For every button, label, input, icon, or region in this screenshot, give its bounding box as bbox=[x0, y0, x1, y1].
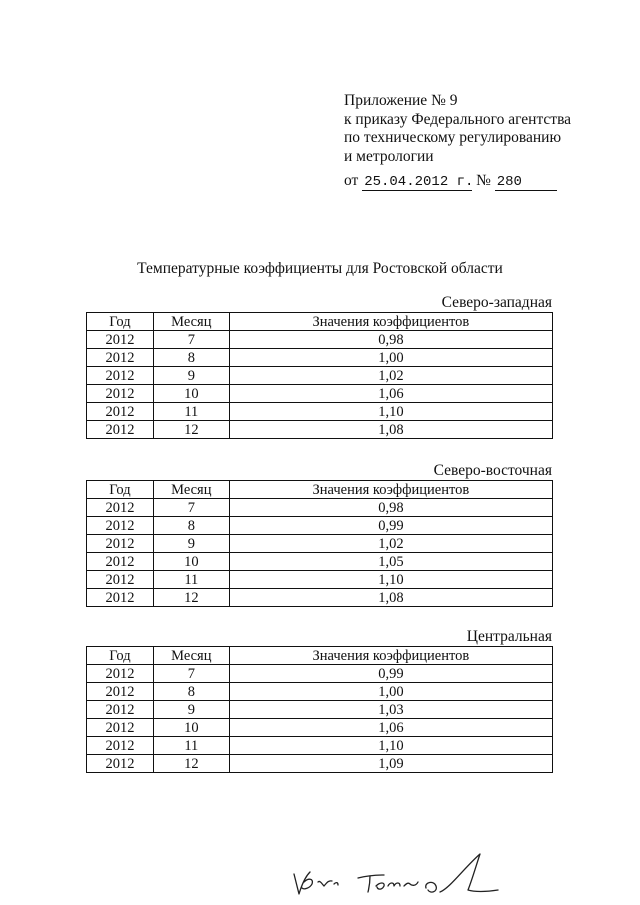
header-year: Год bbox=[87, 481, 154, 499]
header-month: Месяц bbox=[153, 313, 229, 331]
cell-value: 1,06 bbox=[229, 385, 552, 403]
cell-value: 1,10 bbox=[229, 403, 552, 421]
cell-month: 7 bbox=[153, 331, 229, 349]
header-value: Значения коэффициентов bbox=[229, 481, 552, 499]
cell-year: 2012 bbox=[87, 499, 154, 517]
coefficients-table-central bbox=[86, 646, 553, 773]
header-month: Месяц bbox=[153, 647, 229, 665]
cell-value: 0,99 bbox=[229, 665, 552, 683]
header-value: Значения коэффициентов bbox=[229, 647, 552, 665]
table-header-row bbox=[87, 647, 553, 665]
cell-month: 10 bbox=[153, 719, 229, 737]
cell-month: 11 bbox=[153, 403, 229, 421]
coefficients-table-northwest bbox=[86, 312, 553, 439]
cell-month: 11 bbox=[153, 571, 229, 589]
order-from-label: от bbox=[344, 172, 359, 189]
cell-value: 1,02 bbox=[229, 367, 552, 385]
cell-year: 2012 bbox=[87, 665, 154, 683]
cell-year: 2012 bbox=[87, 701, 154, 719]
order-number: 280 bbox=[495, 175, 557, 191]
cell-year: 2012 bbox=[87, 517, 154, 535]
cell-value: 0,99 bbox=[229, 517, 552, 535]
cell-year: 2012 bbox=[87, 349, 154, 367]
document-title: Температурные коэффициенты для Ростовской области bbox=[137, 260, 503, 277]
cell-year: 2012 bbox=[87, 553, 154, 571]
cell-month: 9 bbox=[153, 367, 229, 385]
order-reference bbox=[344, 172, 571, 191]
cell-month: 10 bbox=[153, 553, 229, 571]
table-header-row bbox=[87, 313, 553, 331]
header-year: Год bbox=[87, 647, 154, 665]
table-row bbox=[87, 331, 553, 349]
cell-value: 1,00 bbox=[229, 349, 552, 367]
appendix-line-4: и метрологии bbox=[344, 147, 434, 165]
cell-month: 12 bbox=[153, 755, 229, 773]
cell-month: 8 bbox=[153, 517, 229, 535]
table-row bbox=[87, 701, 553, 719]
table-row bbox=[87, 719, 553, 737]
cell-month: 7 bbox=[153, 499, 229, 517]
cell-month: 7 bbox=[153, 665, 229, 683]
header-month: Месяц bbox=[153, 481, 229, 499]
cell-value: 1,03 bbox=[229, 701, 552, 719]
table-row bbox=[87, 517, 553, 535]
cell-year: 2012 bbox=[87, 719, 154, 737]
appendix-header bbox=[344, 92, 571, 191]
table-row bbox=[87, 385, 553, 403]
handwritten-signature bbox=[290, 848, 510, 900]
table-row bbox=[87, 755, 553, 773]
cell-year: 2012 bbox=[87, 367, 154, 385]
cell-year: 2012 bbox=[87, 331, 154, 349]
region-label-central: Центральная bbox=[466, 628, 552, 645]
cell-year: 2012 bbox=[87, 571, 154, 589]
appendix-line-3: по техническому регулированию bbox=[344, 129, 562, 146]
cell-month: 8 bbox=[153, 683, 229, 701]
cell-month: 12 bbox=[153, 589, 229, 607]
cell-year: 2012 bbox=[87, 683, 154, 701]
region-label-northwest: Северо-западная bbox=[441, 294, 552, 311]
cell-value: 0,98 bbox=[229, 331, 552, 349]
table-row bbox=[87, 421, 553, 439]
table-row bbox=[87, 665, 553, 683]
cell-value: 1,08 bbox=[229, 421, 552, 439]
cell-year: 2012 bbox=[87, 403, 154, 421]
table-row bbox=[87, 535, 553, 553]
cell-year: 2012 bbox=[87, 737, 154, 755]
table-row bbox=[87, 403, 553, 421]
cell-month: 8 bbox=[153, 349, 229, 367]
header-year: Год bbox=[87, 313, 154, 331]
coefficients-table-northeast bbox=[86, 480, 553, 607]
cell-month: 9 bbox=[153, 535, 229, 553]
cell-year: 2012 bbox=[87, 755, 154, 773]
table-row bbox=[87, 683, 553, 701]
table-row bbox=[87, 499, 553, 517]
appendix-line-1: Приложение № 9 bbox=[344, 92, 458, 109]
appendix-line-2: к приказу Федерального агентства bbox=[344, 110, 572, 128]
cell-value: 0,98 bbox=[229, 499, 552, 517]
cell-month: 10 bbox=[153, 385, 229, 403]
order-number-label: № bbox=[476, 172, 491, 189]
header-value: Значения коэффициентов bbox=[229, 313, 552, 331]
table-row bbox=[87, 589, 553, 607]
cell-value: 1,06 bbox=[229, 719, 552, 737]
cell-value: 1,05 bbox=[229, 553, 552, 571]
cell-month: 11 bbox=[153, 737, 229, 755]
table-row bbox=[87, 349, 553, 367]
cell-year: 2012 bbox=[87, 535, 154, 553]
cell-value: 1,00 bbox=[229, 683, 552, 701]
table-row bbox=[87, 367, 553, 385]
cell-value: 1,08 bbox=[229, 589, 552, 607]
cell-value: 1,10 bbox=[229, 571, 552, 589]
cell-year: 2012 bbox=[87, 421, 154, 439]
cell-value: 1,09 bbox=[229, 755, 552, 773]
cell-year: 2012 bbox=[87, 589, 154, 607]
cell-month: 9 bbox=[153, 701, 229, 719]
order-date: 25.04.2012 г. bbox=[364, 174, 474, 190]
table-row bbox=[87, 553, 553, 571]
cell-month: 12 bbox=[153, 421, 229, 439]
table-row bbox=[87, 737, 553, 755]
cell-year: 2012 bbox=[87, 385, 154, 403]
region-label-northeast: Северо-восточная bbox=[433, 462, 552, 479]
cell-value: 1,10 bbox=[229, 737, 552, 755]
table-header-row bbox=[87, 481, 553, 499]
table-row bbox=[87, 571, 553, 589]
cell-value: 1,02 bbox=[229, 535, 552, 553]
